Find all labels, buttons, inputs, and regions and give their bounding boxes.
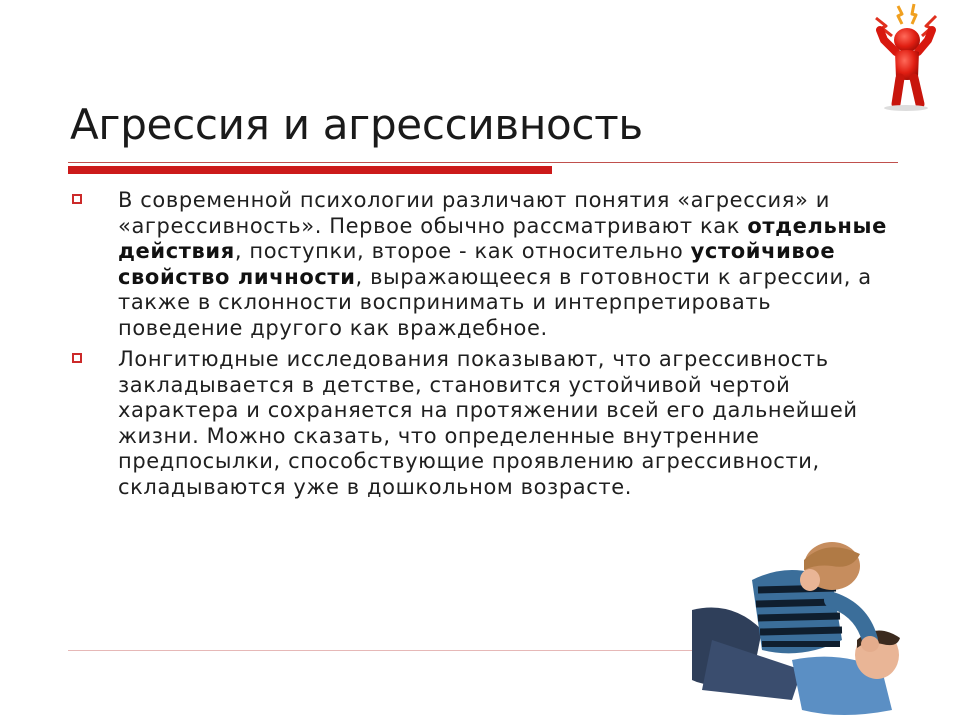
bullet-text: , выражающееся в готовности к агрессии, а также в склонности воспринимать и интерпретировать поведение другого как враждебное.: [118, 264, 872, 340]
slide-title: Агрессия и агрессивность: [70, 100, 643, 149]
bullet-bold-text: устойчивое свойство личности: [118, 239, 836, 289]
bullet-item: [70, 188, 900, 341]
square-bullet-icon: [72, 353, 82, 363]
children-fighting-photo: [692, 540, 960, 720]
bullet-bold-text: отдельные действия: [118, 213, 887, 263]
bullet-text: Лонгитюдные исследования показывают, что агрессивность закладывается в детстве, становится устойчивой чертой характера и сохраняется на протяжении всей его дальнейшей жизни. Можно сказать, что определенные внутренние предпосылки, способствующие проявлению агрессивности, складываются уже в дошкольном возрасте.: [118, 347, 858, 499]
title-underline-accent: [68, 166, 552, 174]
title-underline-thin: [68, 162, 898, 163]
footer-divider: [68, 650, 788, 651]
bullet-text: В современной психологии различают понятия «агрессия» и «агрессивность». Первое обычно рассматривают как: [118, 188, 830, 238]
square-bullet-icon: [72, 194, 82, 204]
bullet-item: [70, 347, 900, 500]
angry-figure-icon: [862, 0, 950, 112]
bullet-text: , поступки, второе - как относительно: [234, 239, 691, 263]
bullet-list: [70, 188, 900, 506]
